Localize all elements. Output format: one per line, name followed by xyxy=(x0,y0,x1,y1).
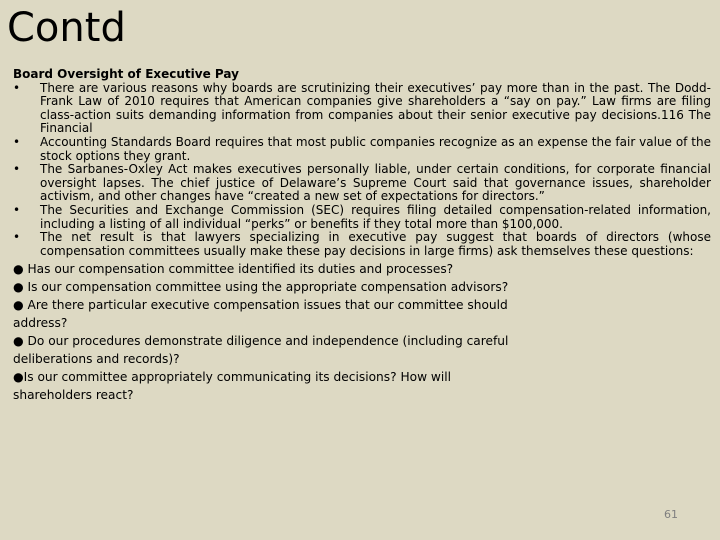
bullet-item xyxy=(13,231,711,258)
bullet-item xyxy=(13,82,711,136)
bullet-text: The Securities and Exchange Commission (SEC) requires filing detailed compensation-related information, including a listing of all individual “perks” or benefits if they total more than $100,000. xyxy=(40,202,711,231)
bullet-marker: • xyxy=(13,80,21,95)
question-item: ● Is our compensation committee using the appropriate compensation advisors? xyxy=(13,280,509,295)
bullet-text: Accounting Standards Board requires that most public companies recognize as an expense the fair value of the stock options they grant. xyxy=(40,134,711,163)
bullet-marker: • xyxy=(13,134,21,149)
bullet-marker: • xyxy=(13,202,21,217)
bullet-list xyxy=(13,82,711,259)
question-item: ● Has our compensation committee identified its duties and processes? xyxy=(13,262,454,277)
bullet-marker: • xyxy=(13,162,21,177)
question-item: ●Is our committee appropriately communicating its decisions? How will shareholders react? xyxy=(13,370,452,403)
question-list xyxy=(13,260,533,404)
bullet-text: There are various reasons why boards are scrutinizing their executives’ pay more than in the past. The Dodd-Frank Law of 2010 requires that American companies give shareholders a “say on pay.” Law firms are filing class-action suits demanding information from companies about their senior executive pay decisions.116 The Financial xyxy=(40,80,711,136)
slide-title: Contd xyxy=(7,5,126,51)
bullet-marker: • xyxy=(13,230,21,245)
bullet-text: The Sarbanes-Oxley Act makes executives personally liable, under certain conditions, for corporate financial oversight lapses. The chief justice of Delaware’s Supreme Court said that governance issues, shareholder activism, and other changes have “created a new set of expectations for directors.” xyxy=(40,162,711,204)
section-heading: Board Oversight of Executive Pay xyxy=(13,67,239,81)
bullet-item xyxy=(13,163,711,204)
slide-content xyxy=(13,68,711,404)
page-number: 61 xyxy=(664,508,678,521)
question-item: ● Do our procedures demonstrate diligence and independence (including careful deliberations and records)? xyxy=(13,334,509,367)
bullet-text: The net result is that lawyers specializing in executive pay suggest that boards of directors (whose compensation committees usually make these pay decisions in large firms) ask themselves these questions: xyxy=(40,230,711,258)
bullet-item xyxy=(13,136,711,163)
question-item: ● Are there particular executive compensation issues that our committee should address? xyxy=(13,298,508,331)
bullet-item xyxy=(13,204,711,231)
